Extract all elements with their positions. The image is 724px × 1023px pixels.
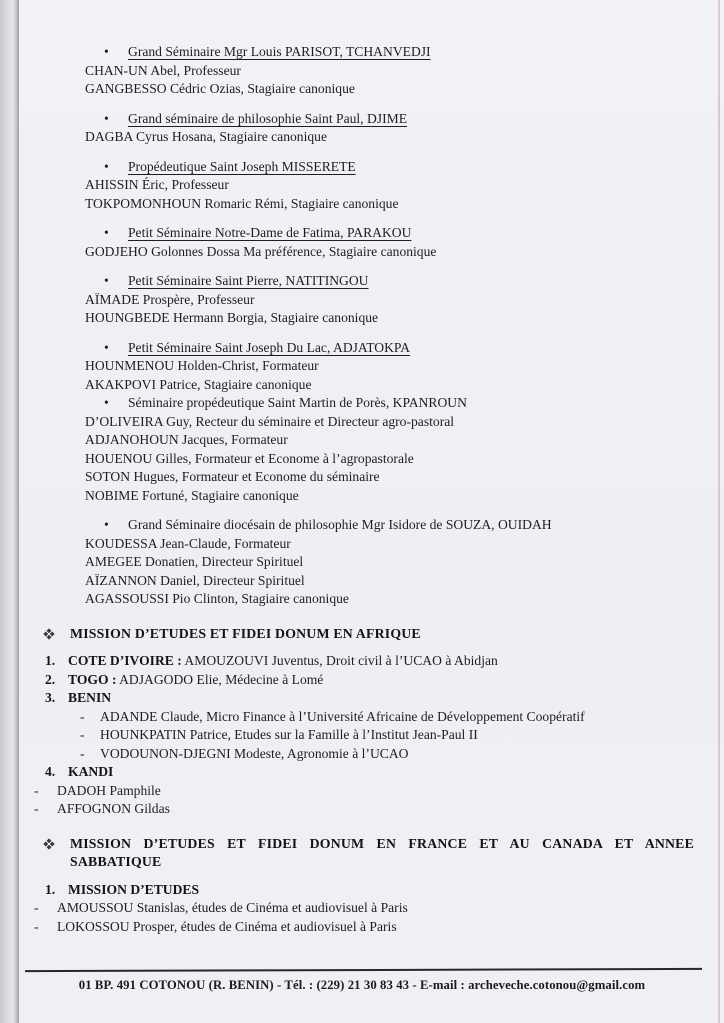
subitem-text: HOUNKPATIN Patrice, Etudes sur la Famille à l’Institut Jean-Paul II — [100, 727, 478, 742]
item-label: BENIN — [68, 690, 112, 705]
member-line: TOKPOMONHOUN Romaric Rémi, Stagiaire canonique — [85, 195, 399, 211]
bullet-icon: • — [104, 225, 109, 240]
seminary-heading — [0, 516, 710, 535]
member-line: GODJEHO Golonnes Dossa Ma préférence, Stagiaire canonique — [85, 243, 437, 259]
numbered-item — [0, 671, 710, 690]
seminary-heading — [0, 224, 710, 243]
bullet-icon: • — [104, 110, 109, 126]
member-line: KOUDESSA Jean-Claude, Formateur — [85, 535, 291, 551]
member-line: AHISSIN Éric, Professeur — [85, 177, 229, 192]
member-line: ADJANOHOUN Jacques, Formateur — [85, 432, 288, 447]
member-line: NOBIME Fortuné, Stagiaire canonique — [85, 487, 299, 503]
item-text: AMOUSSOU Stanislas, études de Cinéma et audiovisuel à Paris — [57, 900, 408, 915]
member-line: CHAN-UN Abel, Professeur — [85, 62, 241, 78]
section-items — [0, 652, 710, 819]
bullet-icon: • — [104, 395, 109, 410]
member-line: AMEGEE Donatien, Directeur Spirituel — [85, 554, 304, 569]
diamond-bullet-icon — [43, 838, 54, 849]
item-number: 4. — [45, 764, 56, 779]
member-line: AKAKPOVI Patrice, Stagiaire canonique — [85, 376, 312, 392]
page-footer — [0, 969, 724, 995]
dash-icon: - — [80, 727, 85, 742]
member-line: AÏMADE Prospère, Professeur — [85, 291, 255, 307]
seminary-list — [0, 43, 710, 609]
item-number: 3. — [45, 690, 56, 705]
member-line: HOUNMENOU Holden-Christ, Formateur — [85, 358, 319, 373]
seminary-title: Grand séminaire de philosophie Saint Paul, DJIME — [128, 110, 408, 126]
section-items — [0, 881, 710, 937]
seminary-group — [0, 394, 710, 505]
item-label: MISSION D’ETUDES — [68, 881, 200, 897]
item-label: COTE D’IVOIRE : — [68, 653, 182, 668]
seminary-title: Séminaire propédeutique Saint Martin de Porès, KPANROUN — [128, 395, 467, 410]
seminary-heading — [0, 43, 710, 62]
numbered-item — [0, 652, 710, 671]
item-number: 2. — [45, 671, 56, 687]
dash-icon: - — [34, 918, 39, 934]
item-number: 1. — [45, 653, 56, 668]
member-line: DAGBA Cyrus Hosana, Stagiaire canonique — [85, 129, 327, 144]
dash-item — [0, 800, 710, 819]
mission-sections — [0, 625, 710, 937]
dash-icon: - — [34, 801, 39, 816]
item-text: LOKOSSOU Prosper, études de Cinéma et audiovisuel à Paris — [57, 918, 397, 934]
seminary-group — [0, 110, 710, 147]
dash-icon: - — [80, 708, 85, 724]
dash-item — [0, 918, 710, 937]
member-line: GANGBESSO Cédric Ozias, Stagiaire canonique — [85, 81, 355, 96]
footer-divider — [25, 968, 702, 972]
item-text: AFFOGNON Gildas — [57, 801, 170, 816]
bullet-icon: • — [104, 517, 109, 532]
seminary-title: Grand Séminaire Mgr Louis PARISOT, TCHANVEDJI — [128, 44, 431, 59]
member-line: AGASSOUSSI Pio Clinton, Stagiaire canonique — [85, 591, 349, 606]
dash-icon: - — [34, 782, 39, 798]
seminary-heading — [0, 394, 710, 413]
section-title-line: MISSION D’ETUDES ET FIDEI DONUM EN FRANCE ET AU CANADA ET ANNEE — [70, 835, 694, 851]
numbered-item — [0, 689, 710, 708]
dash-icon: - — [34, 900, 39, 915]
section-title-line: MISSION D’ETUDES ET FIDEI DONUM EN AFRIQUE — [70, 625, 421, 641]
numbered-item — [0, 881, 710, 900]
seminary-group — [0, 43, 710, 99]
subitem-text: VODOUNON-DJEGNI Modeste, Agronomie à l’UCAO — [100, 745, 409, 761]
seminary-title: Grand Séminaire diocésain de philosophie Mgr Isidore de SOUZA, OUIDAH — [128, 517, 552, 532]
bullet-icon: • — [104, 158, 109, 174]
seminary-heading — [0, 110, 710, 129]
seminary-heading — [0, 158, 710, 177]
item-text: DADOH Pamphile — [57, 782, 161, 798]
bullet-icon: • — [104, 44, 109, 59]
section-heading — [0, 835, 710, 872]
document-content — [0, 43, 710, 936]
member-line: AÏZANNON Daniel, Directeur Spirituel — [85, 572, 305, 588]
item-text: AMOUZOUVI Juventus, Droit civil à l’UCAO à Abidjan — [181, 653, 498, 668]
dash-subitem — [0, 726, 710, 745]
seminary-title: Petit Séminaire Saint Joseph Du Lac, ADJATOKPA — [128, 339, 411, 355]
item-label: TOGO : — [68, 671, 117, 687]
seminary-group — [0, 339, 710, 395]
seminary-title: Propédeutique Saint Joseph MISSERETE — [128, 158, 356, 174]
dash-subitem — [0, 708, 710, 727]
member-line: D’OLIVEIRA Guy, Recteur du séminaire et Directeur agro-pastoral — [85, 413, 455, 429]
item-number: 1. — [45, 881, 56, 897]
seminary-title: Petit Séminaire Saint Pierre, NATITINGOU — [128, 273, 369, 288]
numbered-item — [0, 763, 710, 782]
scan-edge-right — [718, 0, 720, 1023]
member-line: HOUNGBEDE Hermann Borgia, Stagiaire canonique — [85, 310, 379, 325]
seminary-title: Petit Séminaire Notre-Dame de Fatima, PARAKOU — [128, 225, 412, 240]
seminary-group — [0, 272, 710, 328]
seminary-group — [0, 158, 710, 214]
section-title-line: SABBATIQUE — [70, 854, 162, 869]
bullet-icon: • — [104, 339, 109, 355]
item-text: ADJAGODO Elie, Médecine à Lomé — [116, 671, 324, 687]
item-label: KANDI — [68, 764, 114, 779]
footer-contact: 01 BP. 491 COTONOU (R. BENIN) - Tél. : (229) 21 30 83 43 - E-mail : archeveche.cotonou@gmail.com — [78, 978, 646, 993]
seminary-heading — [0, 339, 710, 358]
seminary-group — [0, 516, 710, 609]
diamond-bullet-icon — [43, 628, 54, 639]
dash-subitem — [0, 745, 710, 764]
member-line: HOUENOU Gilles, Formateur et Econome à l’agropastorale — [85, 450, 414, 466]
mission-section — [0, 835, 710, 937]
bullet-icon: • — [104, 273, 109, 288]
section-heading — [0, 625, 710, 644]
member-line: SOTON Hugues, Formateur et Econome du séminaire — [85, 469, 380, 484]
seminary-group — [0, 224, 710, 261]
mission-section — [0, 625, 710, 819]
dash-icon: - — [80, 745, 85, 761]
subitem-text: ADANDE Claude, Micro Finance à l’Université Africaine de Développement Coopératif — [100, 708, 585, 724]
seminary-heading — [0, 272, 710, 291]
dash-item — [0, 899, 710, 918]
dash-item — [0, 782, 710, 801]
